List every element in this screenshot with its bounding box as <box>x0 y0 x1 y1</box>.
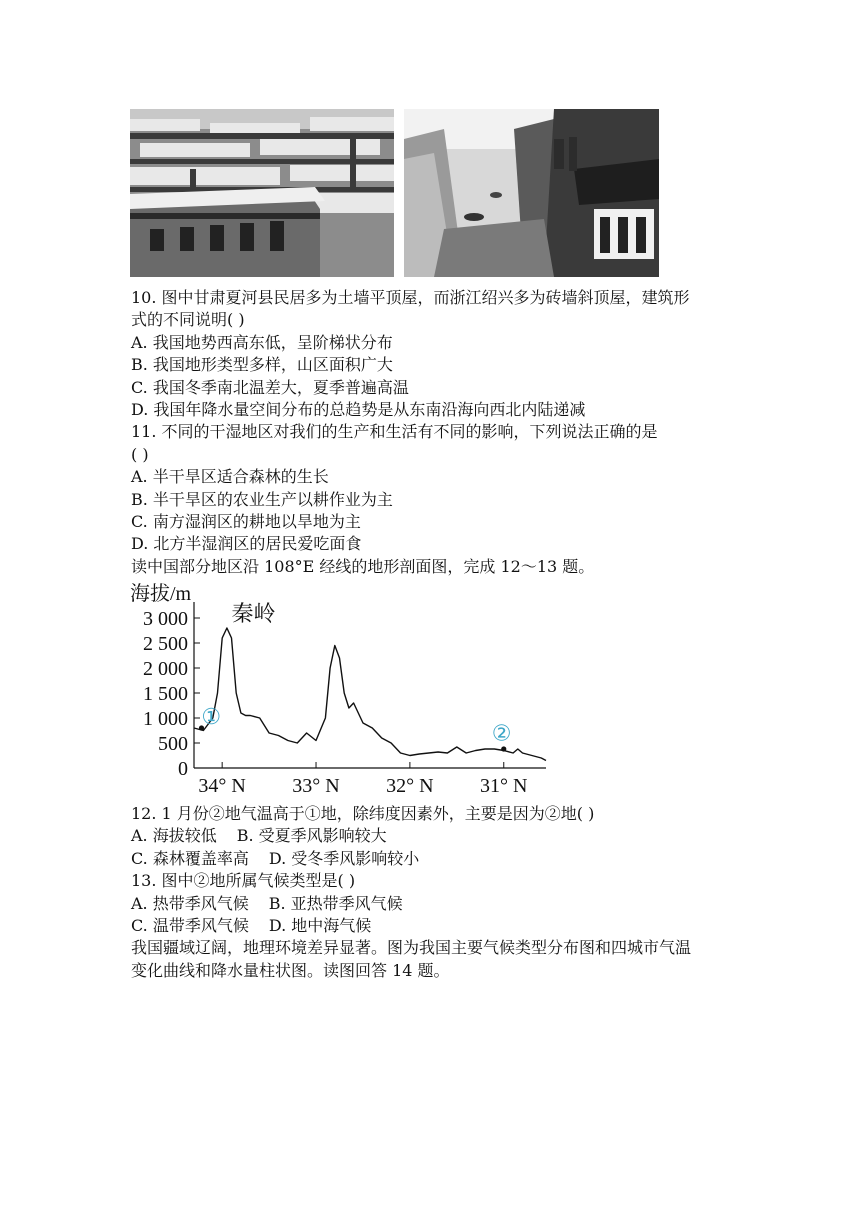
point-1-label: ① <box>201 704 222 729</box>
q11-option-d: D. 北方半湿润区的居民爱吃面食 <box>131 534 362 554</box>
intro-14-line-2: 变化曲线和降水量柱状图。读图回答 14 题。 <box>131 960 450 980</box>
x-tick-label: 32° N <box>386 775 434 797</box>
q11-stem-line-2: ( ) <box>131 444 149 464</box>
q13-option-a: A. 热带季风气候 <box>131 893 249 913</box>
q11-option-b: B. 半干旱区的农业生产以耕作业为主 <box>131 489 393 509</box>
x-tick-label: 34° N <box>198 775 246 797</box>
y-tick-label: 3 000 <box>143 608 188 630</box>
q10-stem-line-2: 式的不同说明( ) <box>131 310 245 330</box>
photo-xiahe-flat-roof-houses <box>130 109 394 277</box>
terrain-profile-chart <box>126 578 556 800</box>
point-2-marker <box>501 746 506 751</box>
intro-14-line-1: 我国疆域辽阔，地理环境差异显著。图为我国主要气候类型分布图和四城市气温 <box>131 938 692 958</box>
x-tick-label: 31° N <box>480 775 528 797</box>
q12-stem: 12. 1 月份②地气温高于①地，除纬度因素外，主要是因为②地( ) <box>131 804 595 823</box>
intro-12-13: 读中国部分地区沿 108°E 经线的地形剖面图，完成 12～13 题。 <box>131 556 595 576</box>
y-tick-label: 2 000 <box>143 658 188 680</box>
q13-option-b: B. 亚热带季风气候 <box>268 893 403 913</box>
q11-stem-line-1: 11. 不同的干湿地区对我们的生产和生活有不同的影响，下列说法正确的是 <box>131 422 658 442</box>
q13-option-c: C. 温带季风气候 <box>131 916 249 936</box>
q12-option-a: A. 海拔较低 <box>131 826 217 846</box>
q10-option-a: A. 我国地势西高东低，呈阶梯状分布 <box>131 332 393 352</box>
qinling-label: 秦岭 <box>231 601 276 626</box>
q12-option-d: D. 受冬季风影响较小 <box>268 848 420 868</box>
q13-option-d: D. 地中海气候 <box>268 916 372 936</box>
y-tick-label: 2 500 <box>143 633 188 655</box>
terrain-profile-svg <box>126 578 556 800</box>
q10-option-b: B. 我国地形类型多样，山区面积广大 <box>131 355 393 375</box>
q13-stem: 13. 图中②地所属气候类型是( ) <box>131 871 356 891</box>
q10-option-d: D. 我国年降水量空间分布的总趋势是从东南沿海向西北内陆递减 <box>131 400 586 420</box>
q10-stem-line-1: 10. 图中甘肃夏河县民居多为土墙平顶屋，而浙江绍兴多为砖墙斜顶屋，建筑形 <box>131 288 690 307</box>
q11-option-a: A. 半干旱区适合森林的生长 <box>131 467 329 487</box>
y-tick-label: 0 <box>178 758 188 780</box>
x-tick-label: 33° N <box>292 775 340 797</box>
y-tick-label: 1 000 <box>143 708 188 730</box>
q10-option-c: C. 我国冬季南北温差大，夏季普遍高温 <box>131 377 409 397</box>
q12-option-b: B. 受夏季风影响较大 <box>236 826 387 846</box>
q11-option-c: C. 南方湿润区的耕地以旱地为主 <box>131 512 361 532</box>
photo-shaoxing-sloped-roof-houses <box>404 109 659 277</box>
y-tick-label: 1 500 <box>143 683 188 705</box>
q12-option-c: C. 森林覆盖率高 <box>131 848 249 868</box>
y-axis-label: 海拔/m <box>130 583 192 605</box>
point-2-label: ② <box>491 720 512 746</box>
y-tick-label: 500 <box>158 733 188 755</box>
